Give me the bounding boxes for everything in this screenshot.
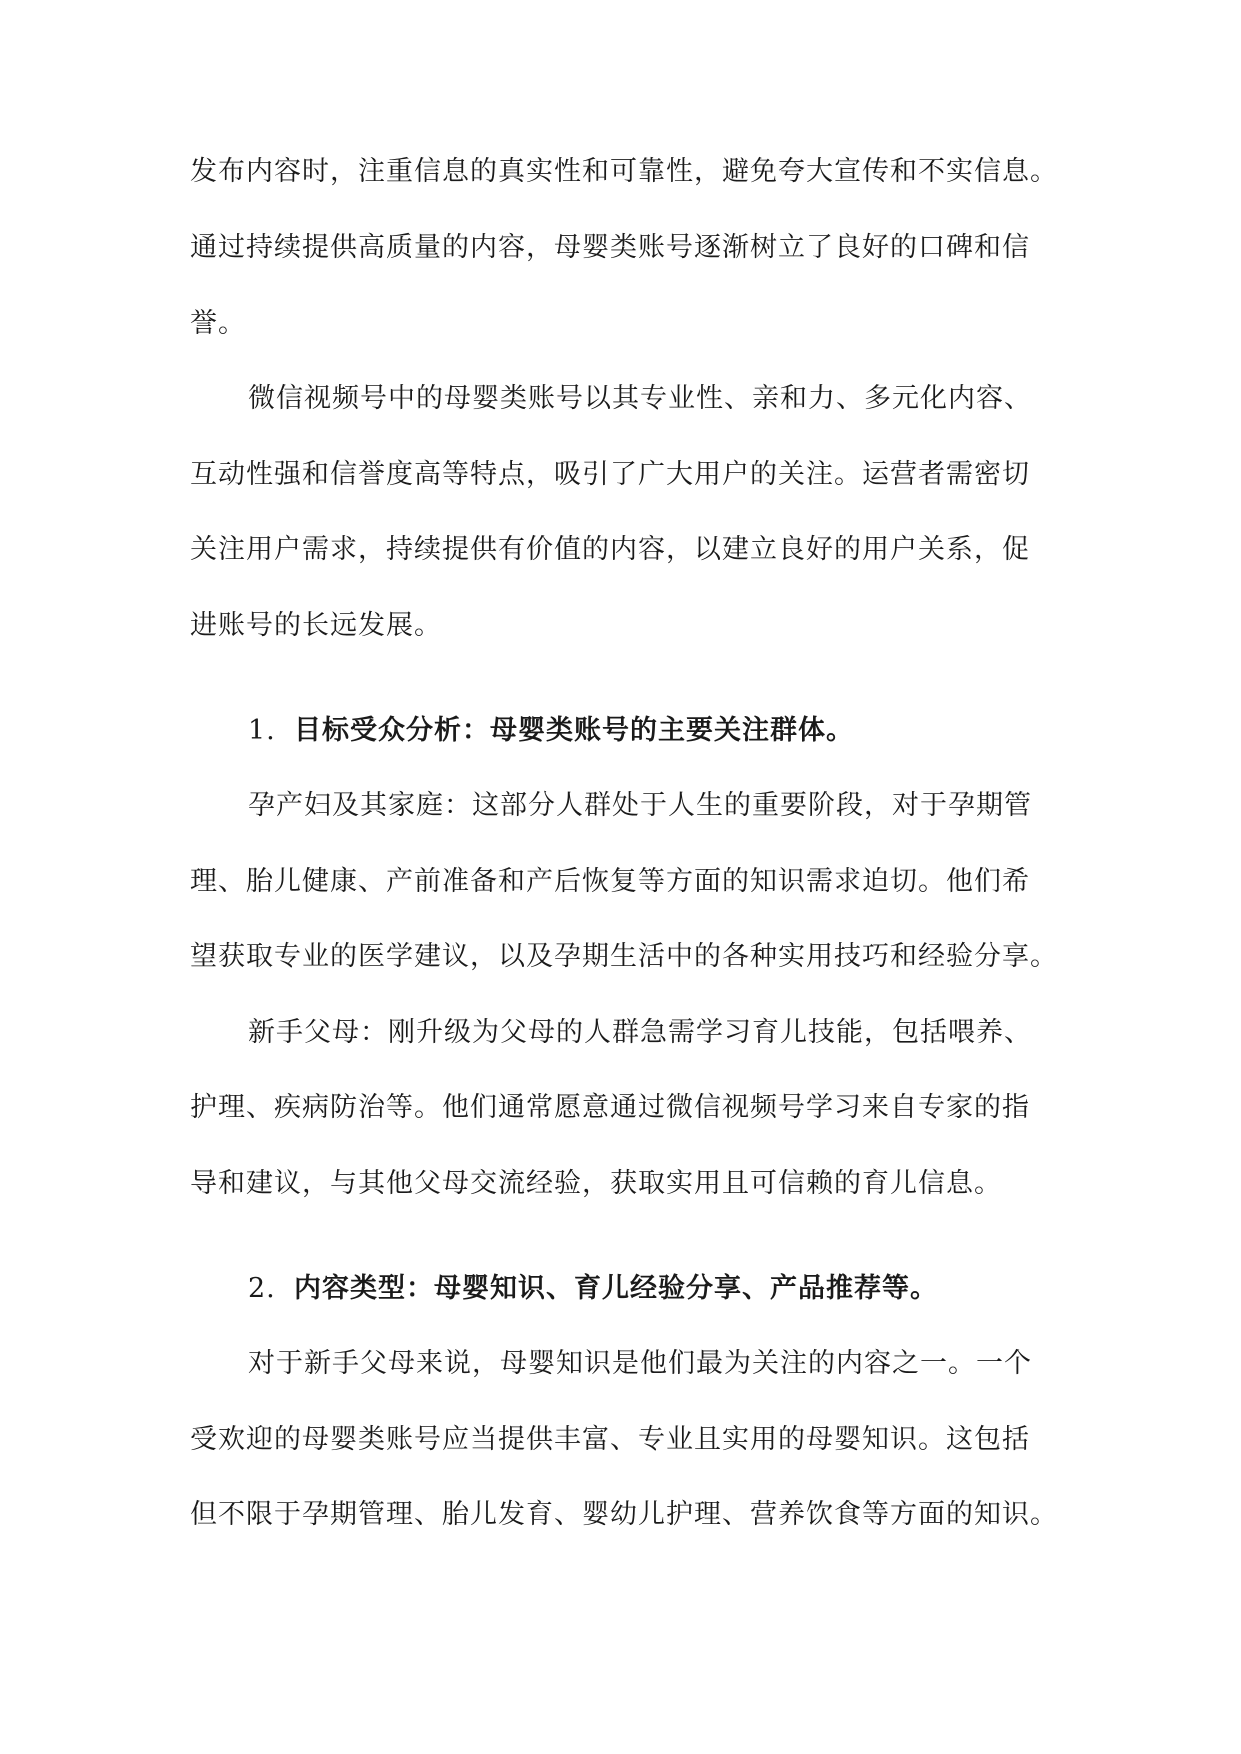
paragraph-line: 但不限于孕期管理、胎儿发育、婴幼儿护理、营养饮食等方面的知识。: [190, 1499, 1058, 1530]
paragraph-line: 理、胎儿健康、产前准备和产后恢复等方面的知识需求迫切。他们希: [190, 866, 1030, 897]
paragraph-line: 孕产妇及其家庭：这部分人群处于人生的重要阶段，对于孕期管: [248, 790, 1032, 821]
paragraph-line: 新手父母：刚升级为父母的人群急需学习育儿技能，包括喂养、: [248, 1017, 1032, 1048]
paragraph-line: 关注用户需求，持续提供有价值的内容，以建立良好的用户关系，促: [190, 534, 1030, 565]
paragraph-line: 进账号的长远发展。: [190, 610, 442, 641]
heading-text: 目标受众分析：母婴类账号的主要关注群体。: [294, 715, 854, 746]
heading-number: 1.: [248, 715, 276, 746]
paragraph-line: 互动性强和信誉度高等特点，吸引了广大用户的关注。运营者需密切: [190, 459, 1030, 490]
paragraph-line: 对于新手父母来说，母婴知识是他们最为关注的内容之一。一个: [248, 1348, 1032, 1379]
heading-number: 2.: [248, 1273, 276, 1304]
paragraph-line: 微信视频号中的母婴类账号以其专业性、亲和力、多元化内容、: [248, 383, 1032, 414]
paragraph-line: 导和建议，与其他父母交流经验，获取实用且可信赖的育儿信息。: [190, 1168, 1002, 1199]
paragraph-line: 通过持续提供高质量的内容，母婴类账号逐渐树立了良好的口碑和信: [190, 232, 1030, 263]
section-heading-2: [248, 1269, 938, 1309]
paragraph-line: 受欢迎的母婴类账号应当提供丰富、专业且实用的母婴知识。这包括: [190, 1424, 1030, 1455]
section-heading-1: [248, 711, 854, 751]
paragraph-line: 望获取专业的医学建议，以及孕期生活中的各种实用技巧和经验分享。: [190, 941, 1058, 972]
heading-text: 内容类型：母婴知识、育儿经验分享、产品推荐等。: [294, 1273, 938, 1304]
paragraph-line: 发布内容时，注重信息的真实性和可靠性，避免夸大宣传和不实信息。: [190, 156, 1058, 187]
paragraph-line: 护理、疾病防治等。他们通常愿意通过微信视频号学习来自专家的指: [190, 1092, 1030, 1123]
paragraph-line: 誉。: [190, 308, 246, 339]
